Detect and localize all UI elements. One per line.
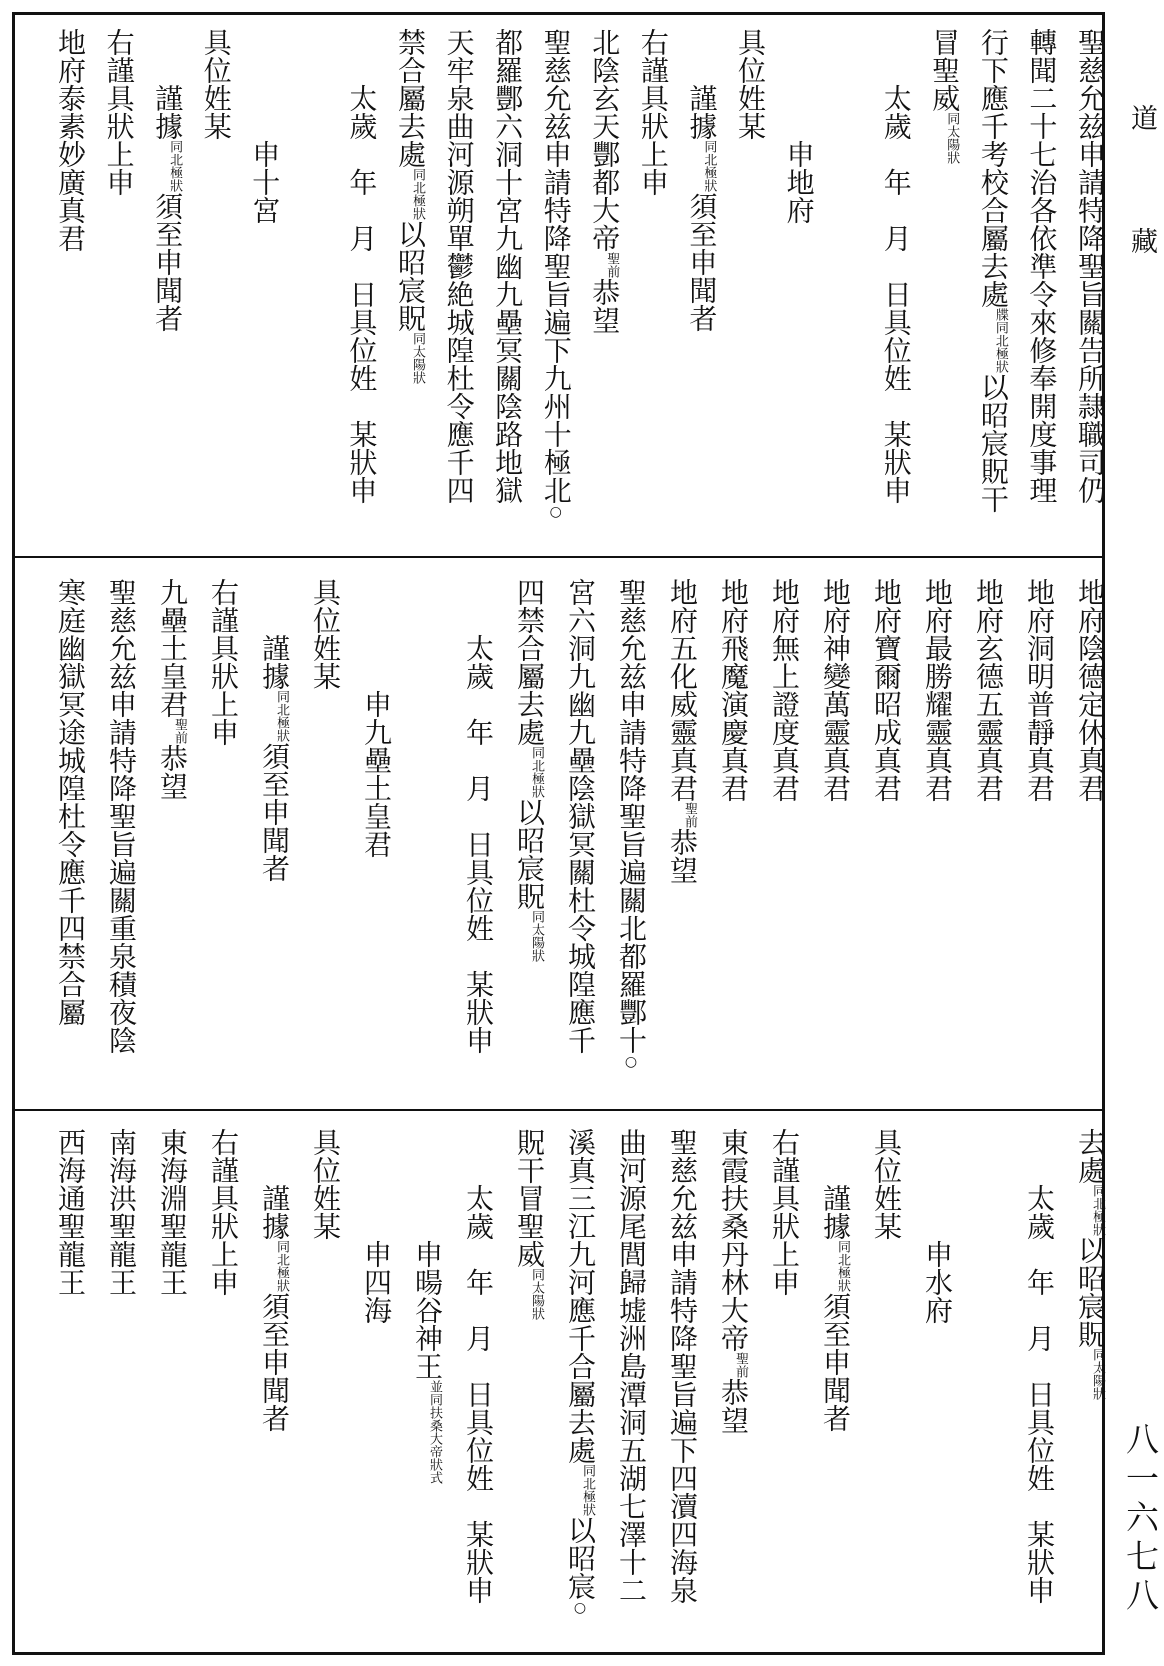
text-column	[309, 1128, 342, 1240]
text-column	[734, 28, 767, 140]
column-text: 謹據	[685, 84, 719, 140]
column-text: 具位姓某	[734, 28, 767, 140]
annotation-note: 並同扶桑大帝狀式	[427, 1380, 442, 1484]
panel-divider	[12, 1109, 1105, 1111]
text-column	[666, 578, 699, 884]
text-column	[1074, 578, 1107, 802]
column-text: 寒庭幽獄冥途城隍杜令應千四禁合屬	[54, 578, 87, 1026]
column-text: 溪真三江九河應千合屬去處	[564, 1128, 597, 1464]
annotation-note: 聖前	[682, 802, 697, 828]
text-column	[360, 1240, 393, 1324]
text-column	[1074, 28, 1107, 504]
panel-divider	[12, 556, 1105, 558]
annotation-note: 同北極狀	[835, 1240, 850, 1292]
text-column	[921, 578, 954, 802]
text-column	[462, 634, 495, 1054]
column-text: 四禁合屬去處	[513, 578, 546, 746]
column-text: 恭望	[156, 744, 189, 800]
column-text: 須至申聞者	[258, 742, 291, 882]
column-text: 申十宮	[248, 140, 282, 224]
column-text: 曲河源尾閭歸墟洲島潭洞五湖七澤十二	[615, 1128, 648, 1604]
text-panel-top	[18, 28, 1107, 548]
text-column	[248, 140, 282, 224]
text-column	[151, 84, 185, 332]
text-column	[207, 578, 240, 746]
text-column	[394, 28, 427, 384]
text-column	[819, 578, 852, 802]
column-text: 右謹具狀上申	[636, 28, 670, 196]
annotation-note: 同太陽狀	[1090, 1348, 1105, 1400]
text-column	[879, 84, 913, 504]
text-column	[207, 1128, 240, 1296]
column-text: 申地府	[782, 140, 816, 224]
annotation-note: 同北極狀	[529, 746, 544, 798]
column-text: 須至申聞者	[151, 192, 185, 332]
text-column	[345, 84, 379, 504]
text-column	[442, 28, 476, 504]
text-column	[564, 1128, 597, 1616]
column-text: 轉聞二十七治各依準令來修奉開度事理	[1025, 28, 1059, 504]
column-text: 冒聖威	[928, 28, 962, 112]
column-text: 地府洞明普靜真君	[1023, 578, 1056, 802]
circle-mark: ○	[572, 1600, 588, 1616]
text-column	[54, 1128, 87, 1296]
column-text: 地府泰素妙廣真君	[54, 28, 87, 252]
column-text: 以昭宸貺	[394, 220, 427, 332]
text-column	[564, 578, 597, 1054]
text-column	[309, 578, 342, 690]
text-column	[258, 634, 291, 882]
text-column	[360, 690, 393, 858]
column-text: 恭望	[588, 278, 622, 334]
column-text: 以昭宸	[564, 1516, 597, 1600]
text-column	[513, 1128, 546, 1320]
text-panel-bottom	[18, 1128, 1107, 1648]
annotation-note: 同太陽狀	[410, 332, 425, 384]
annotation-note: 同北極狀	[410, 168, 425, 220]
text-column	[685, 84, 719, 332]
circle-mark: ○	[623, 1054, 639, 1070]
column-text: 都羅酆六洞十宮九幽九壘冥關陰路地獄	[491, 28, 525, 504]
annotation-note: 同北極狀	[580, 1464, 595, 1516]
text-column	[1025, 28, 1059, 504]
column-text: 貺干冒聖威	[513, 1128, 546, 1268]
column-text: 須至申聞者	[258, 1292, 291, 1432]
column-text: 具位姓某	[199, 28, 233, 140]
text-column	[870, 1128, 903, 1240]
column-text: 具位姓某	[309, 1128, 342, 1240]
text-column	[1023, 1184, 1056, 1604]
column-text: 謹據	[819, 1184, 852, 1240]
page-number: 八一六七八	[1121, 1422, 1160, 1617]
text-column	[717, 1128, 750, 1434]
text-column	[1074, 1128, 1107, 1400]
column-text: 聖慈允兹申請特降聖旨遍下四瀆四海泉	[666, 1128, 699, 1604]
column-text: 南海洪聖龍王	[105, 1128, 138, 1296]
text-column	[666, 1128, 699, 1604]
column-text: 以昭宸貺	[1074, 1236, 1107, 1348]
text-column	[768, 1128, 801, 1296]
annotation-note: 同北極狀	[274, 1240, 289, 1292]
annotation-note: 同太陽狀	[529, 1268, 544, 1320]
text-column	[491, 28, 525, 504]
text-column	[615, 578, 648, 1070]
column-text: 天牢泉曲河源朔單鬱絶城隍杜令應千四	[442, 28, 476, 504]
text-column	[54, 578, 87, 1026]
text-column	[1023, 578, 1056, 802]
column-text: 聖慈允兹申請特降聖旨遍關重泉積夜陰	[105, 578, 138, 1054]
column-text: 地府神變萬靈真君	[819, 578, 852, 802]
column-text: 九壘土皇君	[156, 578, 189, 718]
column-text: 聖慈允兹申請特降聖旨遍下九州十極北	[539, 28, 573, 504]
column-text: 西海通聖龍王	[54, 1128, 87, 1296]
column-text: 地府玄德五靈真君	[972, 578, 1005, 802]
text-column	[462, 1184, 495, 1604]
column-text: 謹據	[151, 84, 185, 140]
column-text: 地府寶爾昭成真君	[870, 578, 903, 802]
column-text: 地府五化威靈真君	[666, 578, 699, 802]
text-column	[258, 1184, 291, 1432]
annotation-note: 牒同北極狀	[992, 308, 1008, 373]
column-text: 須至申聞者	[819, 1292, 852, 1432]
column-text: 恭望	[717, 1378, 750, 1434]
column-text: 具位姓某	[309, 578, 342, 690]
column-text: 謹據	[258, 634, 291, 690]
column-text: 太歲 年 月 日具位姓 某狀申	[879, 84, 913, 504]
column-text: 禁合屬去處	[394, 28, 427, 168]
text-column	[105, 578, 138, 1054]
text-column	[921, 1240, 954, 1324]
column-text: 北陰玄天酆都大帝	[588, 28, 622, 252]
column-text: 聖慈允兹申請特降聖旨遍關北都羅酆十	[615, 578, 648, 1054]
column-text: 右謹具狀上申	[102, 28, 136, 196]
text-column	[588, 28, 622, 334]
annotation-note: 同北極狀	[167, 140, 183, 192]
annotation-note: 同北極狀	[1090, 1184, 1105, 1236]
text-column	[54, 28, 87, 252]
volume-label: 道藏	[1126, 104, 1157, 350]
column-text: 須至申聞者	[685, 192, 719, 332]
column-text: 去處	[1074, 1128, 1107, 1184]
text-column	[615, 1128, 648, 1604]
text-column	[105, 1128, 138, 1296]
text-column	[972, 578, 1005, 802]
column-text: 行下應千考校合屬去處	[976, 28, 1010, 308]
text-column	[717, 578, 750, 802]
text-column	[782, 140, 816, 224]
text-column	[513, 578, 546, 962]
column-text: 申暘谷神王	[411, 1240, 444, 1380]
column-text: 地府最勝耀靈真君	[921, 578, 954, 802]
text-column	[102, 28, 136, 196]
column-text: 地府飛魔演慶真君	[717, 578, 750, 802]
column-text: 右謹具狀上申	[207, 1128, 240, 1296]
annotation-note: 聖前	[172, 718, 187, 744]
text-panel-middle	[18, 578, 1107, 1098]
text-column	[976, 28, 1010, 513]
annotation-note: 同北極狀	[274, 690, 289, 742]
text-column	[156, 1128, 189, 1296]
text-column	[928, 28, 962, 164]
column-text: 恭望	[666, 828, 699, 884]
column-text: 太歲 年 月 日具位姓 某狀申	[462, 634, 495, 1054]
column-text: 太歲 年 月 日具位姓 某狀申	[462, 1184, 495, 1604]
column-text: 宮六洞九幽九壘陰獄冥關杜令城隍應千	[564, 578, 597, 1054]
column-text: 東海淵聖龍王	[156, 1128, 189, 1296]
column-text: 聖慈允兹申請特降聖旨關告所隷職司仍	[1074, 28, 1107, 504]
text-column	[539, 28, 573, 520]
column-text: 謹據	[258, 1184, 291, 1240]
column-text: 右謹具狀上申	[768, 1128, 801, 1296]
annotation-note: 同太陽狀	[529, 910, 544, 962]
annotation-note: 同太陽狀	[944, 112, 960, 164]
column-text: 太歲 年 月 日具位姓 某狀申	[1023, 1184, 1056, 1604]
annotation-note: 同北極狀	[701, 140, 717, 192]
column-text: 申九壘土皇君	[360, 690, 393, 858]
text-column	[768, 578, 801, 802]
text-column	[819, 1184, 852, 1432]
column-text: 申四海	[360, 1240, 393, 1324]
column-text: 申水府	[921, 1240, 954, 1324]
text-column	[870, 578, 903, 802]
circle-mark: ○	[547, 504, 564, 520]
text-column	[411, 1240, 444, 1484]
column-text: 地府陰德定休真君	[1074, 578, 1107, 802]
column-text: 東霞扶桑丹林大帝	[717, 1128, 750, 1352]
column-text: 具位姓某	[870, 1128, 903, 1240]
text-column	[199, 28, 233, 140]
column-text: 太歲 年 月 日具位姓 某狀申	[345, 84, 379, 504]
column-text: 以昭宸貺干	[976, 373, 1010, 513]
column-text: 以昭宸貺	[513, 798, 546, 910]
column-text: 右謹具狀上申	[207, 578, 240, 746]
text-column	[636, 28, 670, 196]
column-text: 地府無上證度真君	[768, 578, 801, 802]
text-column	[156, 578, 189, 800]
annotation-note: 聖前	[733, 1352, 748, 1378]
annotation-note: 聖前	[604, 252, 620, 278]
